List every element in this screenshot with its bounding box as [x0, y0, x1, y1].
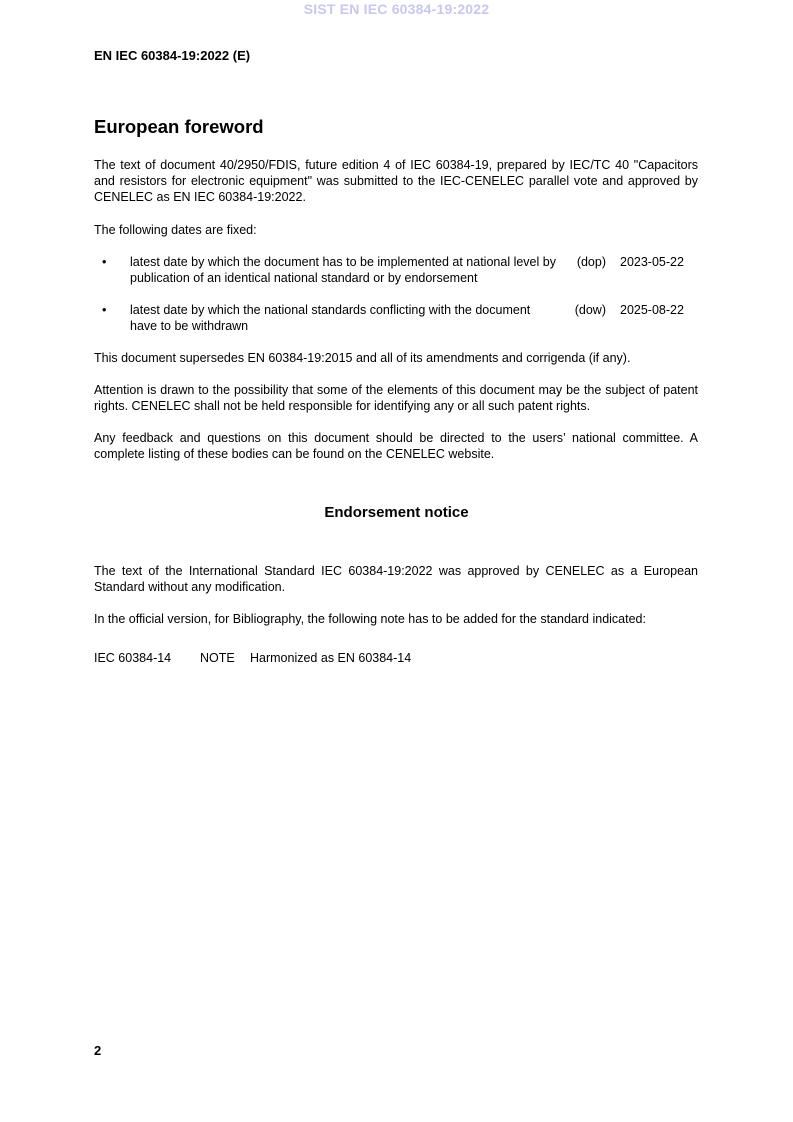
bullet-marker: •	[102, 303, 107, 317]
note-reference: IEC 60384-14	[94, 651, 172, 665]
page-number: 2	[94, 1043, 102, 1058]
patent-paragraph: Attention is drawn to the possibility that some of the elements of this document may be the subject of patent rights. CENELEC shall not be held responsible for identifying any or all such patent rights.	[94, 383, 698, 413]
note-text: Harmonized as EN 60384-14	[250, 651, 412, 665]
document-id-header: EN IEC 60384-19:2022 (E)	[94, 48, 251, 63]
feedback-paragraph: Any feedback and questions on this document should be directed to the users’ national committee. A complete listing of these bodies can be found on the CENELEC website.	[94, 431, 698, 461]
date-code: (dow)	[574, 303, 606, 317]
supersedes-paragraph: This document supersedes EN 60384-19:2015 and all of its amendments and corrigenda (if any).	[94, 351, 631, 365]
endorsement-title: Endorsement notice	[324, 504, 469, 521]
date-value: 2023-05-22	[620, 255, 684, 269]
bibliography-intro-paragraph: In the official version, for Bibliography, the following note has to be added for the standard indicated:	[94, 612, 646, 626]
bullet-marker: •	[102, 255, 107, 269]
foreword-intro-paragraph: The text of document 40/2950/FDIS, future edition 4 of IEC 60384-19, prepared by IEC/TC 40 "Capacitors and resistors for electronic equipment" was submitted to the IEC-CENELEC parallel vote and approved by CENELEC as EN IEC 60384-19:2022.	[94, 158, 698, 204]
date-description: latest date by which the national standards conflicting with the document have to be withdrawn	[130, 303, 531, 333]
date-value: 2025-08-22	[620, 303, 684, 317]
dates-intro-paragraph: The following dates are fixed:	[94, 223, 257, 237]
date-description: latest date by which the document has to be implemented at national level by publication of an identical national standard or by endorsement	[130, 255, 556, 285]
endorsement-paragraph: The text of the International Standard IEC 60384-19:2022 was approved by CENELEC as a European Standard without any modification.	[94, 564, 698, 594]
note-label: NOTE	[200, 651, 235, 665]
date-code: (dop)	[576, 255, 606, 269]
watermark: SIST EN IEC 60384-19:2022	[303, 1, 490, 17]
foreword-title: European foreword	[94, 116, 264, 137]
